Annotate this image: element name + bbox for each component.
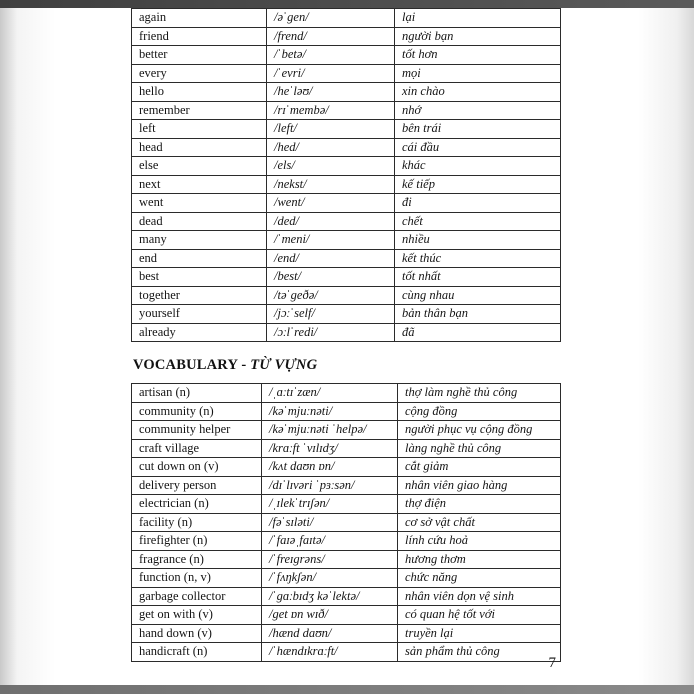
meaning-cell: người phục vụ cộng đồng	[398, 421, 561, 440]
phonetic-cell: /dɪˈlɪvəri ˈpɜːsən/	[262, 476, 398, 495]
phonetic-cell: /went/	[267, 194, 395, 213]
photo-bottom-edge	[0, 685, 694, 694]
phonetic-cell: /ɔːlˈredi/	[267, 323, 395, 342]
meaning-cell: cùng nhau	[395, 286, 561, 305]
table-row	[132, 606, 561, 625]
phonetic-cell: /nekst/	[267, 175, 395, 194]
word-cell: firefighter (n)	[132, 532, 262, 551]
word-cell: electrician (n)	[132, 495, 262, 514]
word-cell: head	[132, 138, 267, 157]
basic-words-table	[131, 8, 561, 342]
meaning-cell: tốt hơn	[395, 46, 561, 65]
word-cell: remember	[132, 101, 267, 120]
word-cell: function (n, v)	[132, 569, 262, 588]
meaning-cell: người bạn	[395, 27, 561, 46]
table-row	[132, 286, 561, 305]
table-row	[132, 175, 561, 194]
meaning-cell: đi	[395, 194, 561, 213]
table-row	[132, 495, 561, 514]
vocabulary-table	[131, 383, 561, 662]
phonetic-cell: /əˈgen/	[267, 9, 395, 28]
meaning-cell: thợ làm nghề thủ công	[398, 384, 561, 403]
meaning-cell: tốt nhất	[395, 268, 561, 287]
word-cell: better	[132, 46, 267, 65]
table-row	[132, 9, 561, 28]
section-heading-sub: TỪ VỰNG	[250, 357, 318, 373]
table-row	[132, 120, 561, 139]
table-row	[132, 157, 561, 176]
phonetic-cell: /ˈgɑːbɪdʒ kəˈlektə/	[262, 587, 398, 606]
meaning-cell: truyền lại	[398, 624, 561, 643]
table-row	[132, 439, 561, 458]
meaning-cell: thợ điện	[398, 495, 561, 514]
vocabulary-table-body	[132, 384, 561, 662]
table-row	[132, 268, 561, 287]
phonetic-cell: /hed/	[267, 138, 395, 157]
meaning-cell: lại	[395, 9, 561, 28]
meaning-cell: có quan hệ tốt với	[398, 606, 561, 625]
word-cell: artisan (n)	[132, 384, 262, 403]
meaning-cell: bản thân bạn	[395, 305, 561, 324]
meaning-cell: khác	[395, 157, 561, 176]
phonetic-cell: /ˈfaɪəˌfaɪtə/	[262, 532, 398, 551]
meaning-cell: nhiều	[395, 231, 561, 250]
table-row	[132, 101, 561, 120]
meaning-cell: kết thúc	[395, 249, 561, 268]
meaning-cell: mọi	[395, 64, 561, 83]
phonetic-cell: /ˈevri/	[267, 64, 395, 83]
word-cell: many	[132, 231, 267, 250]
word-cell: friend	[132, 27, 267, 46]
phonetic-cell: /kəˈmjuːnəti ˈhelpə/	[262, 421, 398, 440]
meaning-cell: cái đầu	[395, 138, 561, 157]
word-cell: fragrance (n)	[132, 550, 262, 569]
phonetic-cell: /ˌɑːtɪˈzæn/	[262, 384, 398, 403]
word-cell: yourself	[132, 305, 267, 324]
table-row	[132, 458, 561, 477]
table-row	[132, 46, 561, 65]
word-cell: together	[132, 286, 267, 305]
word-cell: else	[132, 157, 267, 176]
word-cell: get on with (v)	[132, 606, 262, 625]
table-row	[132, 476, 561, 495]
meaning-cell: nhân viên dọn vệ sinh	[398, 587, 561, 606]
table-row	[132, 384, 561, 403]
table-row	[132, 587, 561, 606]
meaning-cell: chức năng	[398, 569, 561, 588]
meaning-cell: lính cứu hoả	[398, 532, 561, 551]
table-row	[132, 305, 561, 324]
phonetic-cell: /best/	[267, 268, 395, 287]
phonetic-cell: /ˈmeni/	[267, 231, 395, 250]
table-row	[132, 532, 561, 551]
table-row	[132, 194, 561, 213]
table-row	[132, 249, 561, 268]
table-row	[132, 402, 561, 421]
word-cell: again	[132, 9, 267, 28]
table-row	[132, 421, 561, 440]
phonetic-cell: /təˈgeðə/	[267, 286, 395, 305]
table-row	[132, 64, 561, 83]
table-row	[132, 569, 561, 588]
basic-words-table-body	[132, 9, 561, 342]
phonetic-cell: /ˈhændɪkrɑːft/	[262, 643, 398, 662]
meaning-cell: sản phẩm thủ công	[398, 643, 561, 662]
meaning-cell: bên trái	[395, 120, 561, 139]
word-cell: already	[132, 323, 267, 342]
table-row	[132, 624, 561, 643]
meaning-cell: xin chào	[395, 83, 561, 102]
table-row	[132, 323, 561, 342]
phonetic-cell: /hænd daʊn/	[262, 624, 398, 643]
word-cell: left	[132, 120, 267, 139]
word-cell: cut down on (v)	[132, 458, 262, 477]
table-row	[132, 643, 561, 662]
word-cell: handicraft (n)	[132, 643, 262, 662]
meaning-cell: đã	[395, 323, 561, 342]
word-cell: community helper	[132, 421, 262, 440]
meaning-cell: nhân viên giao hàng	[398, 476, 561, 495]
table-row	[132, 550, 561, 569]
phonetic-cell: /end/	[267, 249, 395, 268]
page-number: 7	[548, 655, 556, 671]
word-cell: best	[132, 268, 267, 287]
phonetic-cell: /fəˈsɪləti/	[262, 513, 398, 532]
phonetic-cell: /ˈfreɪgrəns/	[262, 550, 398, 569]
meaning-cell: làng nghề thủ công	[398, 439, 561, 458]
meaning-cell: cộng đồng	[398, 402, 561, 421]
phonetic-cell: /kəˈmjuːnəti/	[262, 402, 398, 421]
table-row	[132, 27, 561, 46]
word-cell: facility (n)	[132, 513, 262, 532]
meaning-cell: cơ sở vật chất	[398, 513, 561, 532]
word-cell: went	[132, 194, 267, 213]
meaning-cell: kế tiếp	[395, 175, 561, 194]
section-heading	[133, 357, 562, 374]
section-heading-main: VOCABULARY -	[133, 357, 247, 373]
table-row	[132, 513, 561, 532]
meaning-cell: nhớ	[395, 101, 561, 120]
word-cell: garbage collector	[132, 587, 262, 606]
table-row	[132, 138, 561, 157]
word-cell: end	[132, 249, 267, 268]
phonetic-cell: /rɪˈmembə/	[267, 101, 395, 120]
meaning-cell: cắt giảm	[398, 458, 561, 477]
word-cell: hand down (v)	[132, 624, 262, 643]
word-cell: every	[132, 64, 267, 83]
word-cell: dead	[132, 212, 267, 231]
document-page	[131, 8, 562, 662]
word-cell: community (n)	[132, 402, 262, 421]
phonetic-cell: /ˈbetə/	[267, 46, 395, 65]
table-row	[132, 231, 561, 250]
word-cell: next	[132, 175, 267, 194]
table-row	[132, 83, 561, 102]
phonetic-cell: /jɔːˈself/	[267, 305, 395, 324]
phonetic-cell: /ˈfʌŋkʃən/	[262, 569, 398, 588]
phonetic-cell: /heˈləʊ/	[267, 83, 395, 102]
word-cell: delivery person	[132, 476, 262, 495]
phonetic-cell: /krɑːft ˈvɪlɪdʒ/	[262, 439, 398, 458]
phonetic-cell: /left/	[267, 120, 395, 139]
phonetic-cell: /kʌt daʊn ɒn/	[262, 458, 398, 477]
photo-top-edge	[0, 0, 694, 8]
phonetic-cell: /els/	[267, 157, 395, 176]
word-cell: craft village	[132, 439, 262, 458]
meaning-cell: chết	[395, 212, 561, 231]
word-cell: hello	[132, 83, 267, 102]
phonetic-cell: /get ɒn wɪð/	[262, 606, 398, 625]
phonetic-cell: /frend/	[267, 27, 395, 46]
table-row	[132, 212, 561, 231]
phonetic-cell: /ded/	[267, 212, 395, 231]
meaning-cell: hương thơm	[398, 550, 561, 569]
phonetic-cell: /ˌɪlekˈtrɪʃən/	[262, 495, 398, 514]
